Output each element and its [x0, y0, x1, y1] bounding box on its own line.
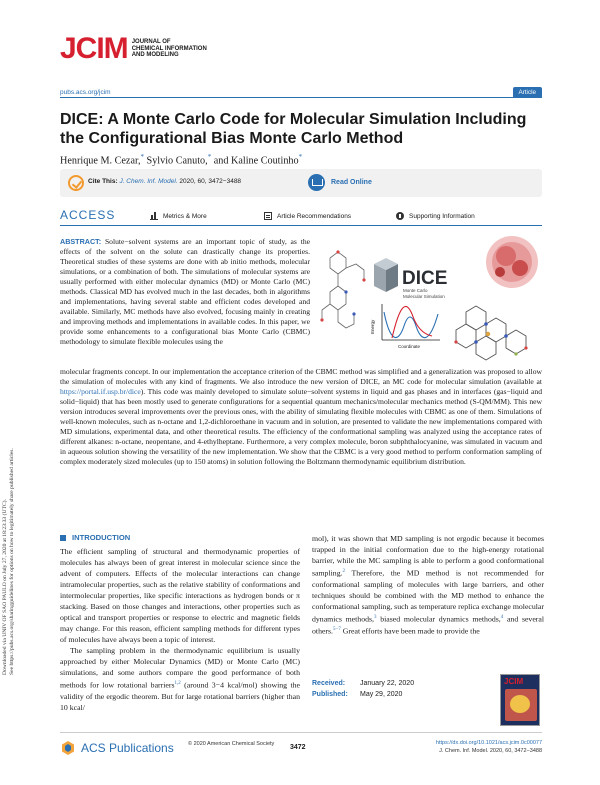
- body-column-2: mol), it was shown that MD sampling is not ergodic because it becomes trapped in the initial conformation due to the high-energy rotational barrier, while the MC sampling is able to perform a good conformational sampling.$^2$ Therefore, the MD method is not recommended for conformational sampling of molecules with large barriers, and other techniques should be combined with the MD method to enhance the conformational sampling, such as temperature replica exchange molecular dynamics methods,$^3$ biased molecular dynamics methods,$^4$ and several others.$^{5-7}$ Great efforts have been made to provide the: [312, 534, 545, 636]
- body-column-1: [60, 546, 300, 713]
- ref-link[interactable]: 5−7: [333, 627, 341, 633]
- received-date: January 22, 2020: [360, 680, 415, 687]
- cite-box: [60, 169, 542, 197]
- metrics-more-link[interactable]: Metrics & More: [150, 212, 207, 220]
- dice-portal-link[interactable]: https://portal.if.usp.br/dice: [60, 387, 141, 396]
- author-1[interactable]: Henrique M. Cezar,: [60, 155, 141, 167]
- corresponding-star-icon: *: [207, 153, 212, 161]
- journal-cover-thumbnail[interactable]: [500, 674, 540, 726]
- intro-paragraph-1: The efficient sampling of structural and thermodynamic properties of molecules has always been of great interest in molecular science since the advent of computers. Effects of the molecular interactions can change intramolecular properties, such as the relative stability of conformations and intermolecular properties, like specific interactions as hydrogen bonds or π stacking. Based on those changes and interactions, other properties such as optical and transport properties or response to electric and magnetic fields may change. For this reason, efficient sampling methods for different types of molecules have always been a topic of interest.: [60, 547, 300, 644]
- read-online-button[interactable]: [308, 174, 372, 191]
- access-label: ACCESS: [60, 208, 116, 222]
- abstract-text-2a: molecular fragments concept. In our implementation the acceptance criterion of the CBMC method was simplified and a generalization was proposed to allow the simulation of molecules with any kind of fragments. We also introduce the new version of DICE, an MC code for molecular simulation (available at: [60, 367, 542, 386]
- dice-title: DICE: [402, 268, 448, 289]
- received-label: Received:: [312, 680, 346, 687]
- energy-axis-label: Energy: [370, 319, 375, 334]
- author-2[interactable]: Sylvio Canuto,: [146, 155, 208, 167]
- footer-rule: [60, 732, 542, 733]
- author-list: [60, 153, 302, 166]
- corresponding-star-icon: *: [298, 153, 303, 161]
- article-recommendations-link[interactable]: Article Recommendations: [264, 212, 351, 220]
- side-note-line1: Downloaded via UNIV OF SAO PAULO on July 27, 2020 at 18:23:33 (UTC).: [2, 499, 8, 675]
- abstract-continuation: [60, 367, 542, 467]
- boron-subphthalocyanine-icon: [456, 306, 526, 360]
- dice-logo-icon: [374, 258, 398, 292]
- header-rule: [60, 97, 542, 98]
- document-icon: [264, 212, 272, 220]
- ref-link[interactable]: 2: [342, 569, 346, 574]
- copyright: © 2020 American Chemical Society: [188, 741, 275, 747]
- journal-abbrev: JCIM: [60, 32, 128, 65]
- dice-subtitle-1: Monte Carlo: [403, 288, 428, 293]
- read-online-label: Read Online: [331, 179, 372, 186]
- supporting-information-link[interactable]: Supporting Information: [396, 212, 475, 220]
- abstract-column: [60, 237, 310, 347]
- energy-plot: [382, 304, 440, 340]
- journal-url[interactable]: pubs.acs.org/jcim: [60, 89, 111, 96]
- bar-chart-icon: [150, 212, 158, 220]
- doi-block: [436, 740, 542, 755]
- dice-subtitle-2: Molecular Simulation: [403, 294, 445, 299]
- published-date: May 29, 2020: [360, 691, 403, 698]
- corresponding-star-icon: *: [140, 153, 144, 161]
- ref-link[interactable]: 1,2: [174, 681, 181, 686]
- abstract-label: ABSTRACT:: [60, 237, 102, 246]
- acs-publications-logo[interactable]: ACS Publications: [60, 740, 174, 756]
- article-title: DICE: A Monte Carlo Code for Molecular Simulation Including the Configurational Bias Monte Carlo Method: [60, 111, 527, 147]
- molecule-left-icon: [322, 252, 364, 328]
- article-dates: [312, 678, 414, 700]
- table-of-contents-graphic: [316, 234, 544, 366]
- published-label: Published:: [312, 691, 348, 698]
- journal-full-name: JOURNAL OF CHEMICAL INFORMATION AND MODELING: [131, 39, 207, 59]
- author-3[interactable]: and Kaline Coutinho: [213, 155, 299, 167]
- section-square-icon: [60, 535, 66, 541]
- side-download-note: [2, 245, 22, 675]
- abstract-text-1: Solute−solvent systems are an important topic of study, as the effects of the solvent on the solute can drastically change its properties. Theoretical studies of these systems are done with ab initio methods, molecular simulations, or a combination of both. The simulations of molecular systems are usually performed with either molecular dynamics (MD) or Monte Carlo (MC) methods. Classical MD has evolved much in the last decades, both in algorithms and implementations, having several stable and efficient codes developed and available. Similarly, MC methods have also evolved, focusing mainly in creating and improving methods and implementations in available codes. In this paper, we provide some enhancements to a configurational bias Monte Carlo (CBMC) methodology to simulate flexible molecules using the: [60, 237, 310, 346]
- intro-paragraph-2: The sampling problem in the thermodynamic equilibrium is usually approached by either Molecular Dynamics (MD) or Monte Carlo (MC) simulations, and some authors compare the good performance of both methods for low rotational barriers$^{1,2}$ (around 3−4 kcal/mol) showing the validity of the ergodic theorem. But for large rotational barriers (higher than 10 kcal/: [60, 646, 300, 712]
- page-number: 3472: [290, 744, 306, 751]
- ref-link[interactable]: 4: [500, 614, 504, 620]
- acs-hex-icon: [60, 740, 76, 756]
- coordinate-axis-label: Coordinate: [398, 344, 421, 349]
- abstract-text-2b: ). This code was mainly developed to simulate solute−solvent systems in liquid and gas phases and in interfaces (gas−liquid and solid−liquid) that has been mostly used to generate configurations for a sequential quantum mechanics/molecular mechanics method (S-QM/MM). This new version introduces several improvements over the previous ones, with the ability of simulating flexible molecules with CBMC as one of them. Simulations of well-known molecules, such as n-octane and 1,2-dichloroethane in vacuum and in solution, are presented to validate the new implementations compared with MD simulations, experimental data, and other theoretical results. The efficiency of the conformational sampling was analyzed using the acceptance rates of different alkanes: n-octane, neopentane, and 4-ethylheptane. Furthermore, a very complex molecule, boron subphthalocyanine, was simulated in vacuum and in aqueous solution showing the versatility of the new implementation. We show that the CBMC is a very good method to perform conformation sampling of complex moderately sized molecules (up to 150 atoms) in solution following the Boltzmann thermodynamic equilibrium distribution.: [60, 387, 542, 466]
- ref-link[interactable]: 3: [373, 614, 377, 620]
- side-note-line2: See https://pubs.acs.org/sharingguidelines for options on how to legitimately share published articles.: [9, 448, 15, 675]
- access-row: [60, 208, 542, 226]
- cover-title: JCIM: [504, 677, 524, 686]
- solvated-cluster-icon: [486, 236, 538, 288]
- molecule-atoms-icon: [320, 250, 365, 321]
- journal-logo[interactable]: [60, 34, 207, 64]
- doi-link[interactable]: https://dx.doi.org/10.1021/acs.jcim.0c00077: [435, 740, 542, 746]
- citation-line: J. Chem. Inf. Model. 2020, 60, 3472−3488: [439, 747, 542, 754]
- read-online-icon: [308, 174, 325, 191]
- info-icon: [396, 212, 404, 220]
- cite-check-icon[interactable]: [68, 175, 84, 191]
- article-type-badge: Article: [513, 87, 543, 98]
- introduction-heading: INTRODUCTION: [60, 533, 130, 542]
- access-rule: [60, 225, 542, 226]
- cite-text[interactable]: Cite This: J. Chem. Inf. Model. 2020, 60, 3472−3488: [88, 178, 242, 185]
